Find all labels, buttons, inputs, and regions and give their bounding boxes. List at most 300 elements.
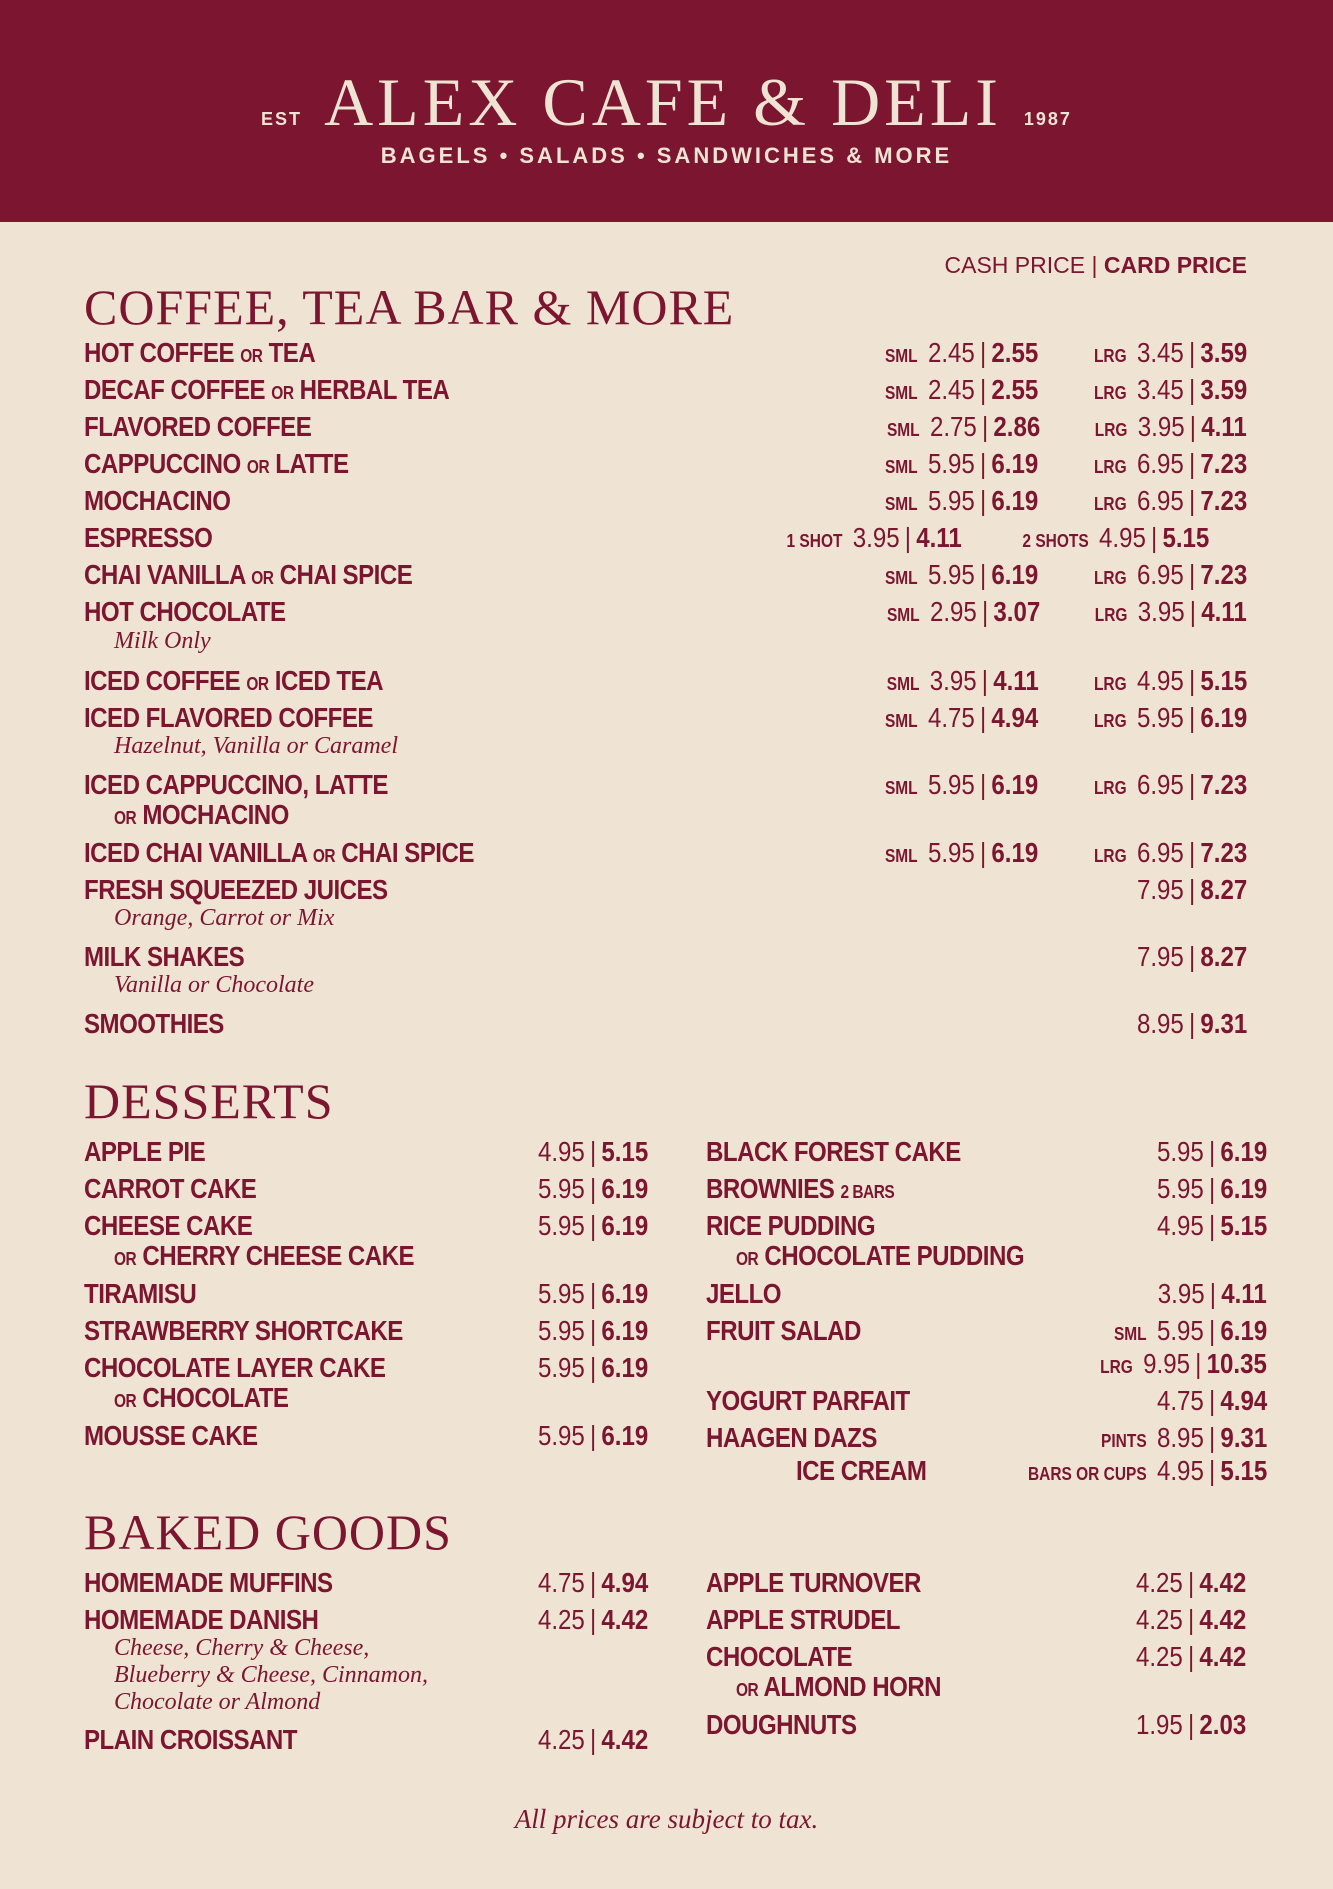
separator: | [1188, 769, 1195, 800]
cash-price: 4.95 [1156, 1455, 1204, 1486]
menu-item-mousse-cake [84, 1420, 648, 1456]
item-name: ESPRESSO [84, 522, 213, 553]
cash-price: 6.95 [1136, 485, 1184, 516]
card-price: 2.03 [1199, 1709, 1246, 1740]
item-prices-large [1073, 1348, 1267, 1380]
item-name: FRESH SQUEEZED JUICES [84, 874, 388, 905]
separator: | [980, 374, 987, 405]
item-name: PLAIN CROISSANT [84, 1724, 298, 1755]
separator: | [589, 1278, 596, 1309]
card-price: 6.19 [1220, 1173, 1267, 1204]
item-prices [860, 702, 1247, 734]
card-price: 6.19 [991, 769, 1039, 800]
size-label: SML [885, 383, 919, 403]
cash-price: 2.75 [929, 411, 977, 442]
menu-item-tiramisu [84, 1278, 648, 1314]
cash-price: 1.95 [1135, 1709, 1183, 1740]
or-label: OR [114, 808, 137, 828]
card-price: 2.55 [991, 374, 1039, 405]
item-note: Chocolate or Almond [114, 1689, 321, 1715]
cash-price: 4.25 [1135, 1604, 1183, 1635]
cash-price: 5.95 [537, 1352, 585, 1383]
menu-item-milk-shakes [84, 941, 1247, 998]
card-price: 6.19 [991, 837, 1039, 868]
item-prices [520, 1278, 648, 1310]
size-label: SML [885, 494, 919, 514]
card-price: 6.19 [991, 448, 1039, 479]
item-prices [1089, 1315, 1267, 1347]
separator: | [1188, 374, 1195, 405]
card-price: 5.15 [1220, 1210, 1267, 1241]
item-note: Blueberry & Cheese, Cinnamon, [114, 1662, 428, 1688]
size-label: LRG [1093, 846, 1127, 866]
menu-item-yogurt-parfait [706, 1385, 1267, 1421]
separator: | [1188, 337, 1195, 368]
card-price: 6.19 [1220, 1315, 1267, 1346]
item-name: TIRAMISU [84, 1278, 197, 1309]
cash-price: 5.95 [1156, 1173, 1204, 1204]
separator: | [980, 769, 987, 800]
separator: | [1187, 1604, 1194, 1635]
item-name-alt: ICED TEA [274, 665, 384, 696]
cash-price: 4.25 [1135, 1641, 1183, 1672]
separator: | [589, 1352, 596, 1383]
item-note: Milk Only [114, 628, 211, 654]
or-label: OR [736, 1680, 759, 1700]
item-prices [520, 1315, 648, 1347]
cash-price: 3.45 [1136, 374, 1184, 405]
item-name: BLACK FOREST CAKE [706, 1136, 961, 1167]
item-name-alt: CHERRY CHEESE CAKE [142, 1240, 415, 1271]
card-price: 6.19 [601, 1210, 648, 1241]
item-note: Hazelnut, Vanilla or Caramel [114, 733, 399, 759]
size-label: LRG [1093, 457, 1127, 477]
separator: | [1208, 1315, 1215, 1346]
item-prices [860, 769, 1247, 801]
separator: | [980, 837, 987, 868]
cash-price: 4.95 [1098, 522, 1146, 553]
size-label: SML [885, 568, 919, 588]
separator: | [1190, 596, 1197, 627]
item-detail: 2 BARS [840, 1182, 895, 1202]
menu-item-cheese-cake [84, 1210, 648, 1271]
item-name-alt: TEA [268, 337, 316, 368]
item-name: DOUGHNUTS [706, 1709, 857, 1740]
card-price: 5.15 [1200, 665, 1247, 696]
item-name: FRUIT SALAD [706, 1315, 861, 1346]
item-prices [520, 1173, 648, 1205]
card-price: 4.94 [991, 702, 1039, 733]
restaurant-name: ALEX CAFE & DELI [324, 64, 1002, 140]
size-label: LRG [1093, 674, 1127, 694]
cash-price: 3.45 [1136, 337, 1184, 368]
menu-item-iced-coffee [84, 665, 1247, 701]
item-prices [1139, 1173, 1267, 1205]
cash-price: 5.95 [928, 769, 976, 800]
item-name: YOGURT PARFAIT [706, 1385, 910, 1416]
card-price: 4.11 [916, 522, 962, 553]
menu-item-iced-cappuccino [84, 769, 1247, 830]
separator: | [589, 1315, 596, 1346]
menu-item-smoothies [84, 1008, 1247, 1044]
card-price: 2.86 [993, 411, 1041, 442]
item-prices [1119, 1008, 1247, 1040]
size-label: SML [886, 420, 920, 440]
item-prices [1118, 1567, 1246, 1599]
menu-item-hot-coffee [84, 337, 1247, 373]
card-price: 7.23 [1200, 769, 1247, 800]
card-price: 4.42 [1199, 1604, 1246, 1635]
card-price: 3.59 [1200, 374, 1247, 405]
item-name: CHEESE CAKE [84, 1210, 253, 1241]
card-price: 6.19 [601, 1173, 648, 1204]
menu-item-apple-strudel [706, 1604, 1246, 1640]
card-price: 4.42 [601, 1604, 648, 1635]
item-name: HAAGEN DAZS [706, 1422, 877, 1453]
item-name: MILK SHAKES [84, 941, 245, 972]
cash-price: 6.95 [1136, 769, 1184, 800]
card-price: 6.19 [991, 559, 1039, 590]
item-prices [860, 837, 1247, 869]
separator: | [1208, 1422, 1215, 1453]
item-name-alt: ALMOND HORN [763, 1671, 942, 1702]
item-name-alt: CHAI SPICE [341, 837, 474, 868]
item-name-alt: CHOCOLATE [142, 1382, 289, 1413]
or-label: OR [271, 383, 294, 403]
card-price: 10.35 [1206, 1348, 1267, 1379]
cash-price-label: CASH PRICE [944, 252, 1086, 278]
item-name-alt: LATTE [275, 448, 349, 479]
card-price: 4.94 [601, 1567, 648, 1598]
cash-price: 3.95 [1138, 596, 1185, 627]
menu-item-fruit-salad [706, 1315, 1267, 1385]
item-note: Orange, Carrot or Mix [114, 905, 335, 931]
card-price: 4.11 [993, 665, 1039, 696]
card-price: 6.19 [601, 1315, 648, 1346]
size-label: LRG [1093, 383, 1127, 403]
menu-item-doughnuts [706, 1709, 1246, 1745]
cash-price: 6.95 [1136, 559, 1184, 590]
item-name: APPLE TURNOVER [706, 1567, 921, 1598]
cash-price: 4.95 [537, 1136, 585, 1167]
separator: | [1187, 1709, 1194, 1740]
menu-item-mochacino [84, 485, 1247, 521]
size-label: LRG [1093, 568, 1127, 588]
card-price: 4.11 [1201, 411, 1247, 442]
menu-item-chai [84, 559, 1247, 595]
cash-price: 3.95 [929, 665, 977, 696]
cash-price: 4.25 [537, 1604, 585, 1635]
item-prices [1119, 874, 1247, 906]
separator: | [1188, 941, 1195, 972]
or-label: OR [114, 1249, 137, 1269]
cash-price: 3.95 [1158, 1278, 1205, 1309]
card-price: 4.11 [1221, 1278, 1267, 1309]
item-name: CAPPUCCINO [84, 448, 241, 479]
separator: | [1208, 1210, 1215, 1241]
item-name: MOUSSE CAKE [84, 1420, 258, 1451]
separator: | [1188, 485, 1195, 516]
item-prices [520, 1604, 648, 1636]
or-label: OR [312, 846, 336, 866]
item-prices [1118, 1641, 1246, 1673]
card-price: 4.42 [1199, 1641, 1246, 1672]
or-label: OR [251, 568, 274, 588]
menu-item-cappuccino [84, 448, 1247, 484]
menu-item-apple-turnover [706, 1567, 1246, 1603]
menu-item-flavored-coffee [84, 411, 1247, 447]
separator: | [589, 1136, 596, 1167]
card-price: 7.23 [1200, 837, 1247, 868]
separator: | [1208, 1136, 1215, 1167]
cash-price: 2.95 [929, 596, 977, 627]
cash-price: 5.95 [928, 485, 976, 516]
menu-item-iced-flavored [84, 702, 1247, 759]
size-label: PINTS [1100, 1431, 1147, 1451]
item-name: ICED COFFEE [84, 665, 241, 696]
card-price: 6.19 [991, 485, 1039, 516]
size-label: SML [1113, 1324, 1147, 1344]
card-price: 6.19 [601, 1420, 648, 1451]
title-row [0, 64, 1333, 140]
item-name: ICED FLAVORED COFFEE [84, 702, 373, 733]
tax-disclaimer: All prices are subject to tax. [514, 1804, 819, 1834]
card-price: 6.19 [601, 1278, 648, 1309]
card-price: 3.07 [993, 596, 1041, 627]
cash-price: 3.95 [852, 522, 900, 553]
separator: | [1188, 559, 1195, 590]
separator: | [1208, 1385, 1215, 1416]
size-label: SML [886, 605, 920, 625]
card-price: 6.19 [601, 1352, 648, 1383]
cash-price: 6.95 [1136, 837, 1184, 868]
or-label: OR [114, 1391, 137, 1411]
cash-price: 7.95 [1136, 941, 1184, 972]
item-prices [862, 411, 1247, 443]
section-title-desserts: DESSERTS [84, 1073, 334, 1129]
item-name: APPLE PIE [84, 1136, 206, 1167]
item-name: HOMEMADE MUFFINS [84, 1567, 333, 1598]
item-name: ICED CHAI VANILLA [84, 837, 307, 868]
separator: | [589, 1420, 596, 1451]
separator: | [1210, 1278, 1217, 1309]
item-prices [520, 1136, 648, 1168]
size-label: SML [886, 674, 920, 694]
card-price: 4.11 [1201, 596, 1247, 627]
item-prices-pints [1074, 1422, 1267, 1454]
item-name: CHOCOLATE LAYER CAKE [84, 1352, 386, 1383]
or-label: OR [246, 457, 270, 477]
item-name: BROWNIES [706, 1173, 835, 1204]
size-label: LRG [1095, 420, 1128, 440]
menu-item-black-forest-cake [706, 1136, 1267, 1172]
item-prices [520, 1420, 648, 1452]
cash-price: 6.95 [1136, 448, 1184, 479]
card-price: 3.59 [1200, 337, 1247, 368]
cash-price: 5.95 [537, 1173, 585, 1204]
menu-item-chocolate-layer-cake [84, 1352, 648, 1413]
menu-item-danish [84, 1604, 648, 1724]
cash-price: 5.95 [537, 1315, 585, 1346]
cash-price: 5.95 [1156, 1315, 1204, 1346]
cash-price: 2.45 [928, 337, 976, 368]
item-name-alt: MOCHACINO [142, 799, 289, 830]
separator: | [1187, 1567, 1194, 1598]
item-prices [1140, 1278, 1267, 1310]
menu-item-haagen-dazs [706, 1422, 1267, 1492]
size-label: SML [885, 711, 919, 731]
card-price: 5.15 [601, 1136, 648, 1167]
separator: | [589, 1724, 596, 1755]
item-name: HOMEMADE DANISH [84, 1604, 319, 1635]
est-label: EST [261, 109, 303, 129]
separator: | [980, 337, 987, 368]
menu-item-espresso [84, 522, 1247, 558]
size-label: 1 SHOT [786, 531, 843, 551]
separator: | [1188, 1008, 1195, 1039]
menu-header [0, 0, 1333, 222]
separator: | [980, 448, 987, 479]
cash-price: 8.95 [1136, 1008, 1184, 1039]
size-label: SML [885, 778, 919, 798]
item-prices [862, 665, 1247, 697]
card-price: 6.19 [1200, 702, 1247, 733]
separator: | [1188, 837, 1195, 868]
separator: | [1188, 702, 1195, 733]
item-name: MOCHACINO [84, 485, 231, 516]
item-prices [860, 559, 1247, 591]
cash-price: 4.25 [1135, 1567, 1183, 1598]
separator: | [1208, 1455, 1215, 1486]
card-price: 7.23 [1200, 559, 1247, 590]
item-name: FLAVORED COFFEE [84, 411, 312, 442]
menu-item-jello [706, 1278, 1267, 1314]
separator: | [981, 411, 989, 442]
cash-price: 4.95 [1136, 665, 1184, 696]
separator: | [1188, 448, 1195, 479]
size-label: SML [885, 346, 919, 366]
item-prices [1139, 1385, 1267, 1417]
separator: | [980, 485, 987, 516]
item-prices [862, 596, 1247, 628]
cash-price: 5.95 [1156, 1136, 1204, 1167]
separator: | [1208, 1173, 1215, 1204]
item-name: ICED CAPPUCCINO, LATTE [84, 769, 388, 800]
item-prices [1118, 1604, 1246, 1636]
cash-price: 4.75 [928, 702, 976, 733]
price-column-header [945, 252, 1247, 279]
cash-price: 4.25 [537, 1724, 585, 1755]
cash-price: 4.95 [1156, 1210, 1204, 1241]
item-name-alt: CHOCOLATE PUDDING [764, 1240, 1025, 1271]
menu-item-strawberry-shortcake [84, 1315, 648, 1351]
separator: | [589, 1210, 596, 1241]
card-price: 8.27 [1200, 941, 1247, 972]
item-name: CARROT CAKE [84, 1173, 257, 1204]
separator: | [980, 559, 987, 590]
item-name: SMOOTHIES [84, 1008, 224, 1039]
menu-item-croissant [84, 1724, 648, 1760]
separator: | [1195, 1348, 1202, 1379]
item-prices-bars [989, 1455, 1267, 1487]
size-label: BARS OR CUPS [1027, 1464, 1147, 1484]
cash-price: 5.95 [537, 1278, 585, 1309]
size-label: LRG [1100, 1357, 1133, 1377]
card-price: 5.15 [1220, 1455, 1267, 1486]
cash-price: 9.95 [1143, 1348, 1191, 1379]
item-prices [1139, 1210, 1267, 1242]
separator: | [1188, 665, 1195, 696]
cash-price: 3.95 [1138, 411, 1185, 442]
card-price: 7.23 [1200, 485, 1247, 516]
card-price: 4.42 [601, 1724, 648, 1755]
item-prices [1118, 1709, 1246, 1741]
card-price: 5.15 [1162, 522, 1209, 553]
card-price: 8.27 [1200, 874, 1247, 905]
menu-item-juices [84, 874, 1247, 931]
item-prices [860, 337, 1247, 369]
size-label: 2 SHOTS [1022, 531, 1089, 551]
cash-price: 5.95 [537, 1420, 585, 1451]
separator: | [981, 596, 989, 627]
size-label: LRG [1095, 605, 1128, 625]
size-label: LRG [1093, 494, 1127, 514]
item-name-sub: ICE CREAM [796, 1455, 927, 1486]
tagline: BAGELS • SALADS • SANDWICHES & MORE [380, 143, 953, 168]
or-label: OR [240, 346, 263, 366]
item-prices [1139, 1136, 1267, 1168]
menu-item-iced-chai [84, 837, 1247, 873]
separator: | [589, 1173, 596, 1204]
section-title-baked-goods: BAKED GOODS [84, 1504, 452, 1560]
card-price: 9.31 [1200, 1008, 1247, 1039]
item-note: Cheese, Cherry & Cheese, [114, 1635, 370, 1661]
section-title-coffee: COFFEE, TEA BAR & MORE [84, 279, 735, 335]
item-prices [520, 1210, 648, 1242]
cash-price: 7.95 [1136, 874, 1184, 905]
or-label: OR [736, 1249, 759, 1269]
separator: | [904, 522, 911, 553]
item-name: DECAF COFFEE [84, 374, 266, 405]
item-name: RICE PUDDING [706, 1210, 876, 1241]
item-prices [860, 485, 1247, 517]
menu-item-decaf [84, 374, 1247, 410]
menu-item-rice-pudding [706, 1210, 1267, 1271]
separator: | [981, 665, 989, 696]
separator: | [980, 702, 987, 733]
established-year: 1987 [1023, 109, 1072, 129]
item-name: CHAI VANILLA [84, 559, 246, 590]
separator: | [1190, 411, 1197, 442]
cash-price: 4.75 [537, 1567, 585, 1598]
card-price-label: CARD PRICE [1103, 252, 1247, 278]
menu-item-muffins [84, 1567, 648, 1603]
card-price: 9.31 [1220, 1422, 1267, 1453]
item-name: APPLE STRUDEL [706, 1604, 900, 1635]
cash-price: 2.45 [928, 374, 976, 405]
cash-price: 5.95 [928, 559, 976, 590]
menu-item-carrot-cake [84, 1173, 648, 1209]
item-prices [520, 1567, 648, 1599]
card-price: 6.19 [1220, 1136, 1267, 1167]
or-label: OR [246, 674, 269, 694]
item-name-alt: CHAI SPICE [279, 559, 413, 590]
cash-price: 4.75 [1156, 1385, 1204, 1416]
size-label: LRG [1093, 346, 1127, 366]
item-name: HOT CHOCOLATE [84, 596, 286, 627]
item-note: Vanilla or Chocolate [114, 972, 314, 998]
item-name: STRAWBERRY SHORTCAKE [84, 1315, 403, 1346]
